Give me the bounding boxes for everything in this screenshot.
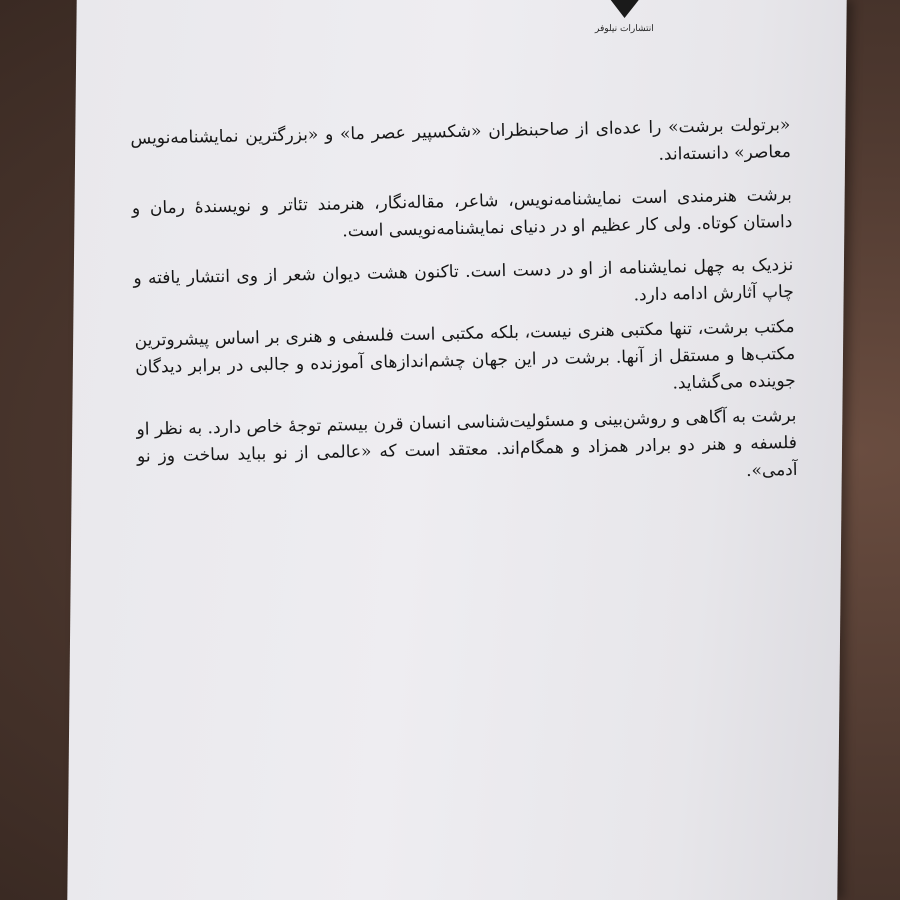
- blurb-paragraph-5: برشت به آگاهی و روشن‌بینی و مسئولیت‌شناسی انسان قرن بیستم توجهٔ خاص دارد. به نظر او فلسفه و هنر دو برادر همزاد و همگام‌اند. معتقد است که «عالمی از نو بباید ساخت وز نو آدمی».: [136, 405, 798, 481]
- publisher-name: انتشارات نیلوفر: [594, 24, 654, 34]
- publisher-block: [584, 0, 664, 44]
- blurb-paragraph-3: نزدیک به چهل نمایشنامه از او در دست است. تاکنون هشت دیوان شعر از وی انتشار یافته و چاپ آثارش ادامه دارد.: [133, 254, 794, 306]
- blurb-text: [130, 112, 798, 514]
- blurb-paragraph-2: برشت هنرمندی است نمایشنامه‌نویس، شاعر، مقاله‌نگار، هنرمند تئاتر و نویسندهٔ رمان و داستان کوتاه. ولی کار عظیم او در دنیای نمایشنامه‌نویسی است.: [131, 184, 793, 242]
- blurb-paragraph-1: «برتولت برشت» را عده‌ای از صاحبنظران «شکسپیر عصر ما» و «بزرگترین نمایشنامه‌نویس معاصر» دانسته‌اند.: [130, 114, 792, 165]
- blurb-paragraph-4: مکتب برشت، تنها مکتبی هنری نیست، بلکه مکتبی است فلسفی و هنری بر اساس پیشروترین مکتب‌ها و مستقل از آنها. برشت در این جهان چشم‌اندازهای آموزنده و جالبی در برابر دیدگان جوینده می‌گشاید.: [134, 316, 796, 394]
- publisher-logo-icon: [611, 0, 639, 18]
